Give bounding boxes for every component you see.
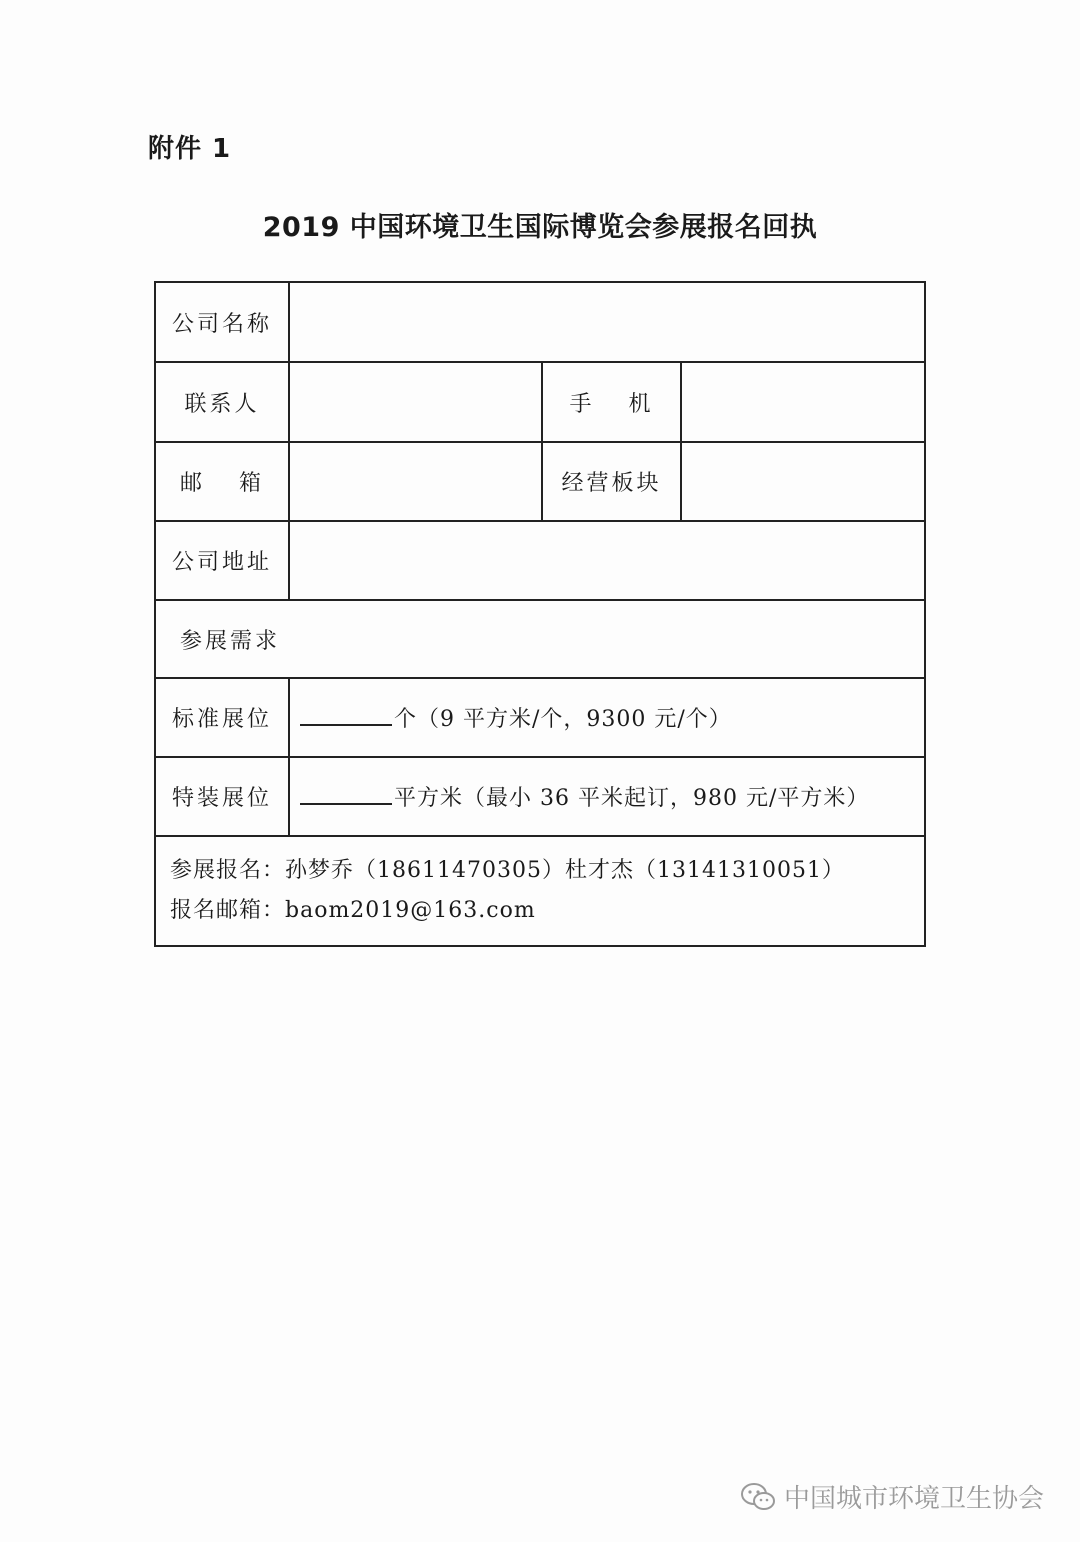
row-email: [155, 442, 925, 521]
registration-contacts: 参展报名：孙梦乔（18611470305）杜才杰（13141310051）: [170, 858, 845, 883]
exhibit-needs-heading: 参展需求: [155, 600, 925, 678]
row-contact: [155, 362, 925, 442]
business-sector-label: 经营板块: [542, 442, 681, 521]
row-exhibit-needs: [155, 600, 925, 678]
row-special-booth: [155, 757, 925, 836]
row-company-name: [155, 282, 925, 362]
contact-person-label: 联系人: [155, 362, 289, 442]
contact-info-cell: [155, 836, 925, 946]
standard-booth-quantity-blank[interactable]: [300, 704, 392, 726]
special-booth-label: 特装展位: [155, 757, 289, 836]
company-address-field[interactable]: [289, 521, 925, 600]
row-standard-booth: [155, 678, 925, 757]
special-booth-price-text: 平方米（最小 36 平米起订，980 元/平方米）: [394, 786, 870, 811]
standard-booth-field: [289, 678, 925, 757]
special-booth-area-blank[interactable]: [300, 783, 392, 805]
email-label: 邮 箱: [155, 442, 289, 521]
contact-person-field[interactable]: [289, 362, 542, 442]
document-title: 2019 中国环境卫生国际博览会参展报名回执: [262, 212, 818, 243]
phone-label: 手 机: [542, 362, 681, 442]
company-name-label: 公司名称: [155, 282, 289, 362]
registration-email: 报名邮箱：baom2019@163.com: [170, 898, 536, 923]
watermark-text: 中国城市环境卫生协会: [783, 1484, 1044, 1514]
company-name-field[interactable]: [289, 282, 925, 362]
wechat-icon: [740, 1482, 776, 1512]
watermark: [740, 1478, 1044, 1515]
registration-form-table: [154, 281, 926, 947]
special-booth-field: [289, 757, 925, 836]
email-field[interactable]: [289, 442, 542, 521]
row-contact-info: [155, 836, 925, 946]
attachment-label: 附件 1: [148, 134, 232, 164]
business-sector-field[interactable]: [681, 442, 925, 521]
phone-field[interactable]: [681, 362, 925, 442]
company-address-label: 公司地址: [155, 521, 289, 600]
standard-booth-price-text: 个（9 平方米/个，9300 元/个）: [394, 707, 732, 732]
row-company-address: [155, 521, 925, 600]
standard-booth-label: 标准展位: [155, 678, 289, 757]
